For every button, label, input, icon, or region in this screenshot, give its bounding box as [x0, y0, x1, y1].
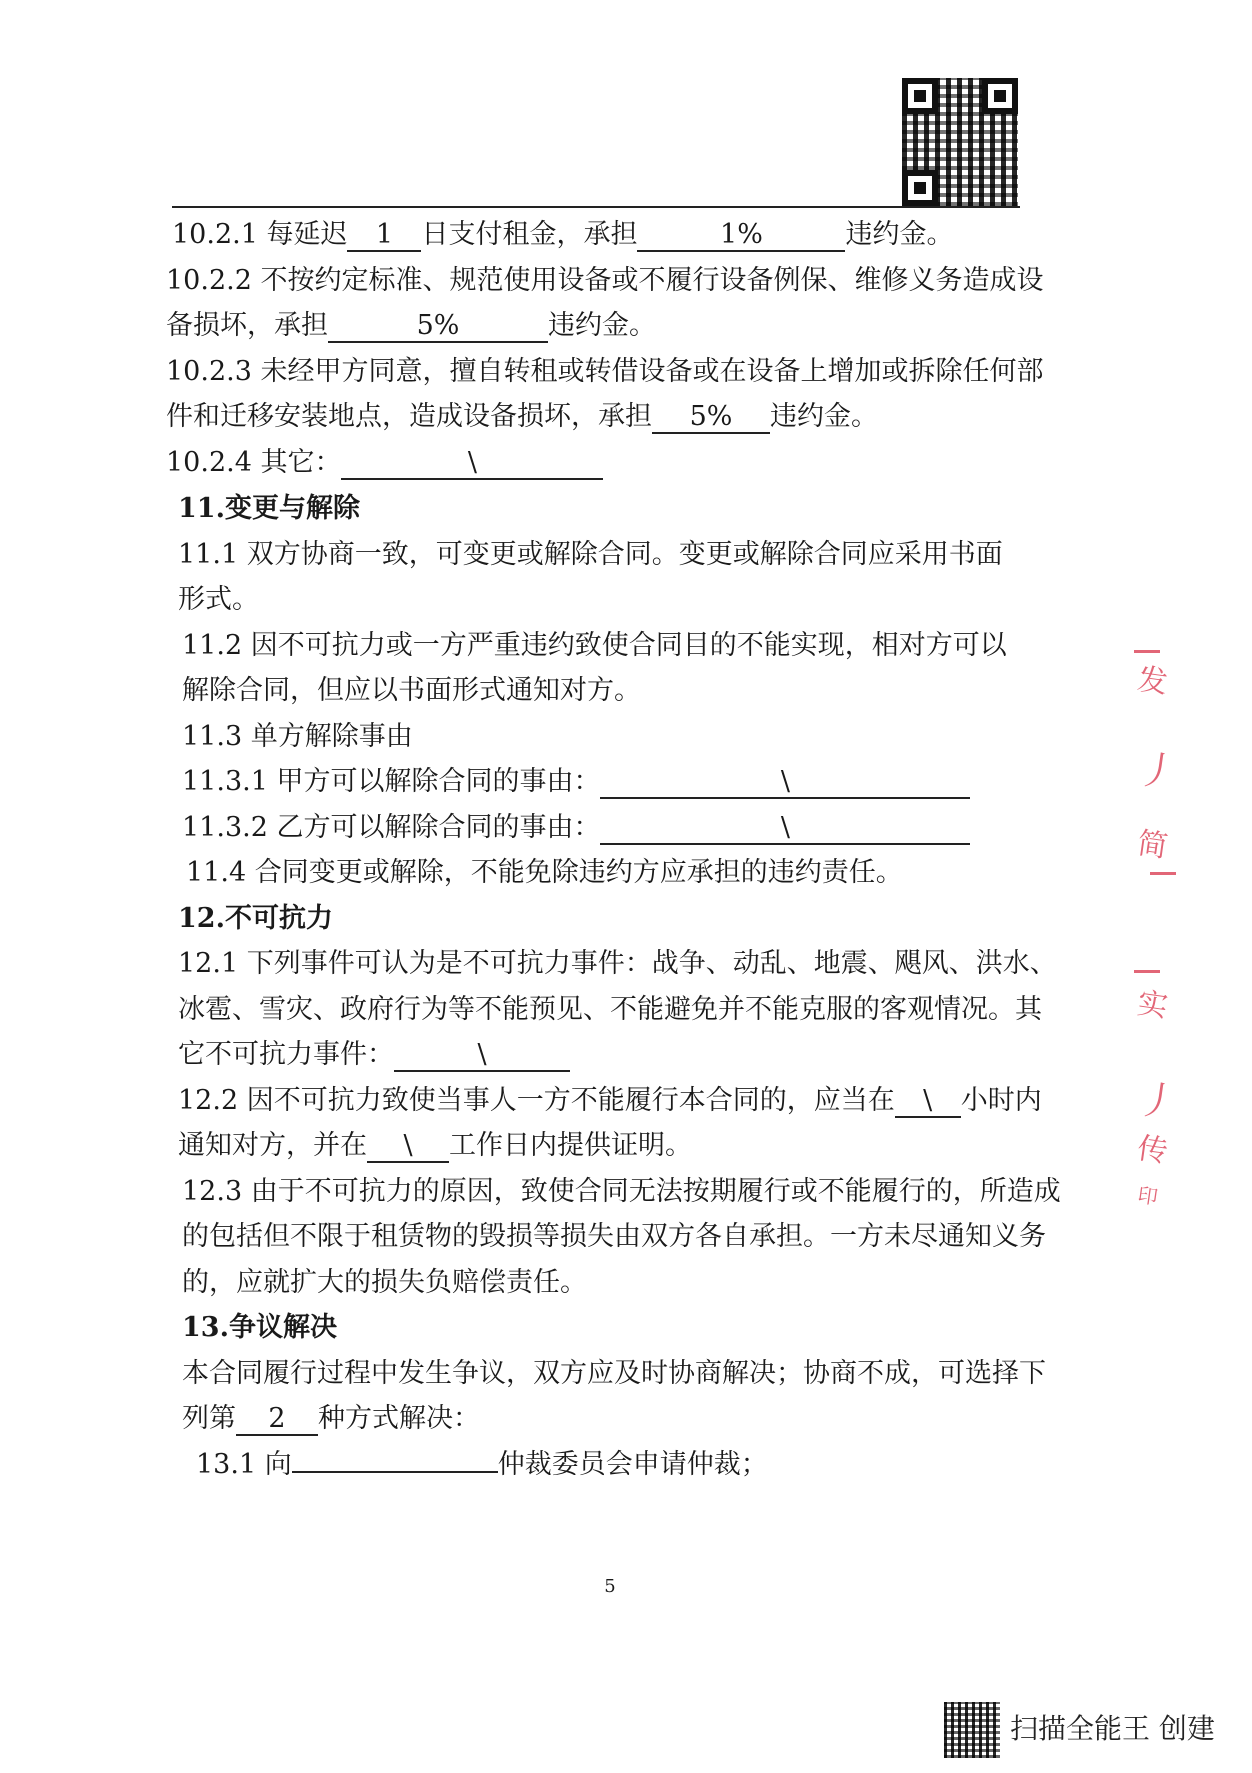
blank-other: \	[341, 448, 603, 480]
blank-penalty-3: 5%	[652, 402, 770, 434]
clause-10-2-3-cont: 件和迁移安装地点，造成设备损坏，承担 5% 违约金。	[166, 401, 878, 432]
clause-10-2-1: 10.2.1 每延迟 1 日支付租金，承担 1% 违约金。	[172, 219, 954, 250]
blank-days: 1	[347, 220, 421, 252]
clause-11-3-1: 11.3.1 甲方可以解除合同的事由： \	[182, 765, 970, 799]
blank-method: 2	[236, 1404, 318, 1436]
clause-12-3-cont2: 的，应就扩大的损失负赔偿责任。	[182, 1267, 587, 1298]
clause-12-1-cont: 冰雹、雪灾、政府行为等不能预见、不能避免并不能克服的客观情况。其	[178, 994, 1042, 1025]
section-12-heading: 12.不可抗力	[178, 903, 333, 934]
section-13-heading: 13.争议解决	[182, 1312, 337, 1343]
clause-11-4: 11.4 合同变更或解除，不能免除违约方应承担的违约责任。	[186, 857, 903, 888]
clause-11-1: 11.1 双方协商一致，可变更或解除合同。变更或解除合同应采用书面	[178, 539, 1003, 570]
clause-12-2-cont: 通知对方，并在 \ 工作日内提供证明。	[178, 1130, 692, 1161]
clause-11-1-cont: 形式。	[178, 584, 259, 615]
blank-penalty-2: 5%	[328, 311, 548, 343]
clause-12-1-cont2: 它不可抗力事件： \	[178, 1038, 570, 1072]
clause-12-3-cont: 的包括但不限于租赁物的毁损等损失由双方各自承担。一方未尽通知义务	[182, 1221, 1046, 1252]
clause-12-3: 12.3 由于不可抗力的原因，致使合同无法按期履行或不能履行的，所造成	[182, 1176, 1061, 1207]
clause-10-2-4: 10.2.4 其它： \	[166, 446, 603, 480]
blank-penalty-1: 1%	[637, 220, 845, 252]
blank-other-event: \	[394, 1040, 570, 1072]
qr-code-top	[902, 78, 1018, 206]
seal-stamp: 发 丿 简 实 丿 传 印	[1130, 640, 1190, 1220]
footer-watermark: 扫描全能王 创建	[1010, 1712, 1215, 1745]
blank-party-a-reason: \	[600, 767, 970, 799]
clause-11-2-cont: 解除合同，但应以书面形式通知对方。	[182, 675, 641, 706]
blank-arbitration	[292, 1471, 498, 1473]
clause-13-intro-cont: 列第 2 种方式解决：	[182, 1403, 480, 1434]
clause-11-3: 11.3 单方解除事由	[182, 721, 413, 752]
clause-10-2-2-cont: 备损坏，承担 5% 违约金。	[166, 310, 656, 341]
header-rule	[172, 206, 1020, 208]
clause-13-1: 13.1 向 仲裁委员会申请仲裁；	[196, 1449, 768, 1480]
section-11-heading: 11.变更与解除	[178, 493, 360, 524]
clause-11-2: 11.2 因不可抗力或一方严重违约致使合同目的不能实现，相对方可以	[182, 630, 1007, 661]
clause-10-2-3: 10.2.3 未经甲方同意，擅自转租或转借设备或在设备上增加或拆除任何部	[166, 356, 1044, 387]
footer-qr-icon	[944, 1702, 1000, 1758]
clause-12-1: 12.1 下列事件可认为是不可抗力事件：战争、动乱、地震、飓风、洪水、	[178, 948, 1057, 979]
blank-workdays: \	[367, 1131, 449, 1163]
clause-12-2: 12.2 因不可抗力致使当事人一方不能履行本合同的，应当在 \ 小时内	[178, 1085, 1042, 1116]
clause-13-intro: 本合同履行过程中发生争议，双方应及时协商解决；协商不成，可选择下	[182, 1358, 1046, 1389]
blank-party-b-reason: \	[600, 813, 970, 845]
clause-10-2-2: 10.2.2 不按约定标准、规范使用设备或不履行设备例保、维修义务造成设	[166, 265, 1044, 296]
blank-hours: \	[895, 1086, 961, 1118]
page-number: 5	[604, 1576, 616, 1597]
clause-11-3-2: 11.3.2 乙方可以解除合同的事由： \	[182, 811, 970, 845]
